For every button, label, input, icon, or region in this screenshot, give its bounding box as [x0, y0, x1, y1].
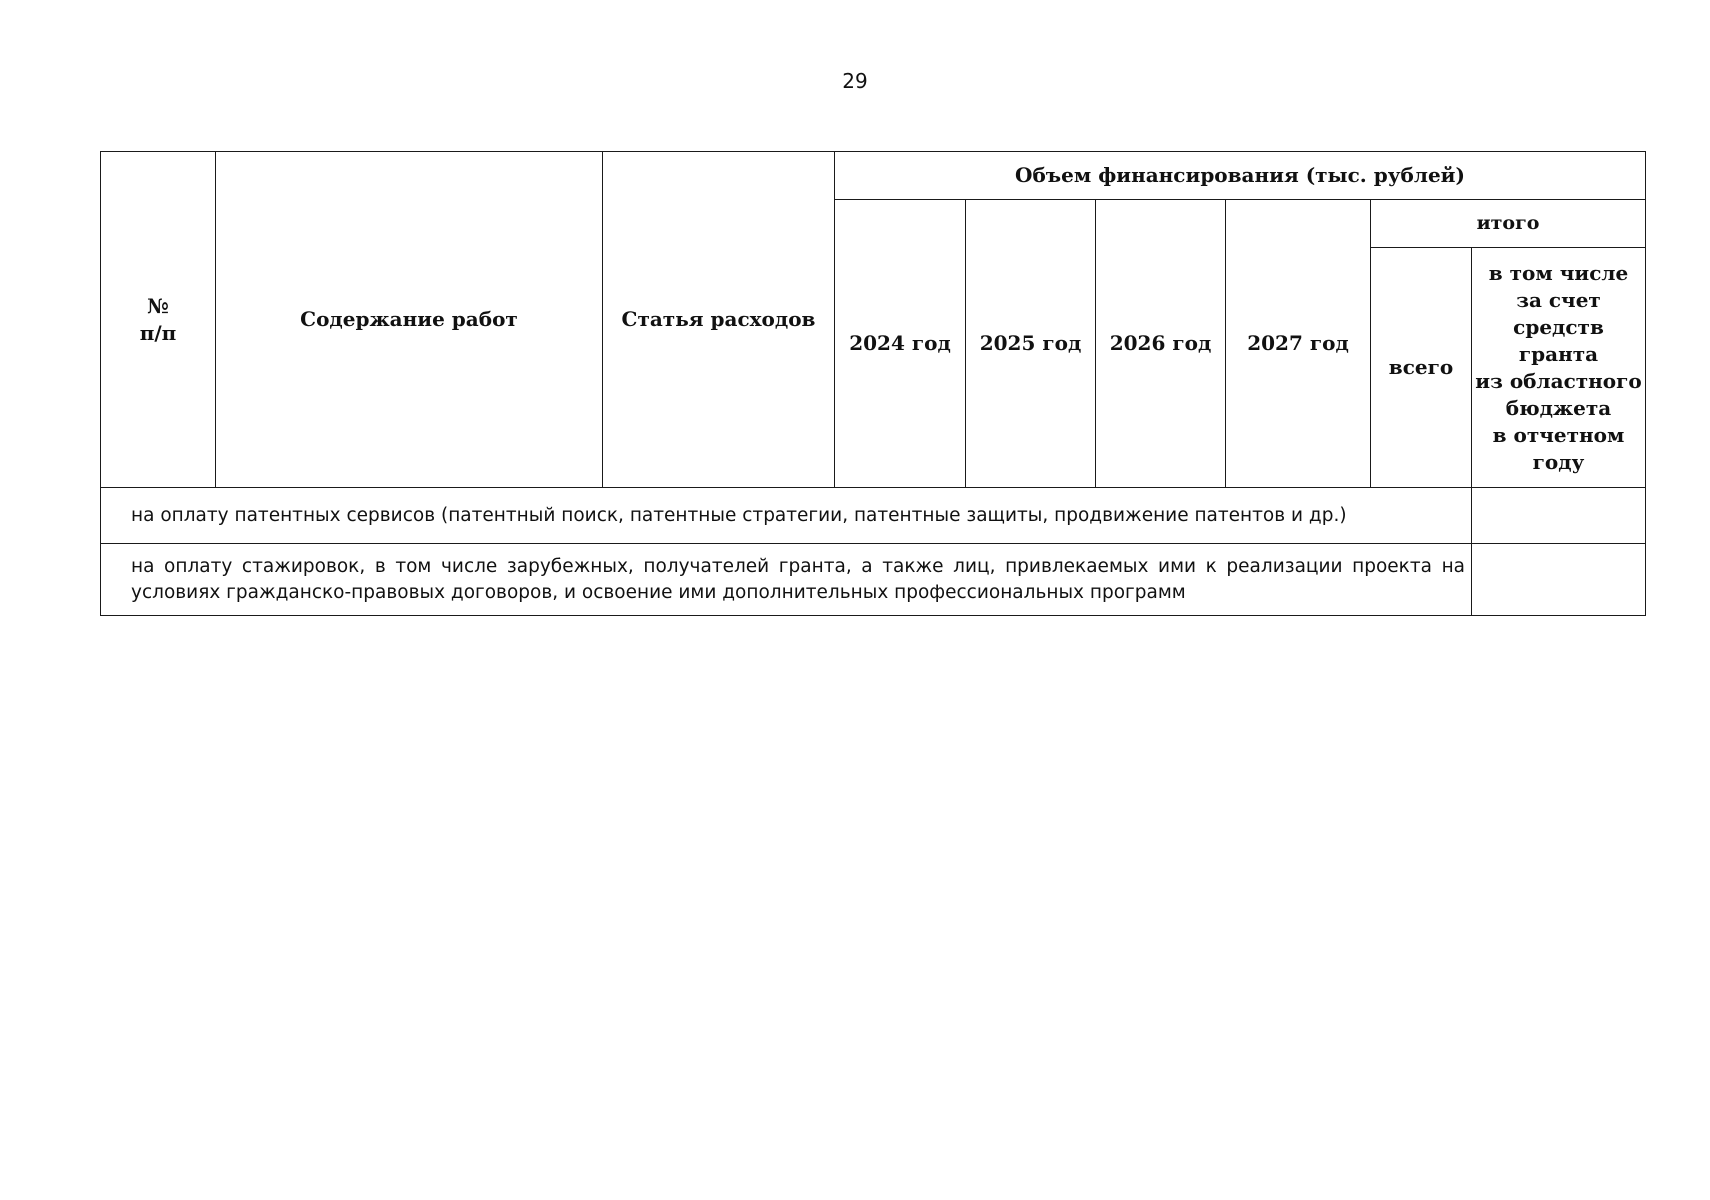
header-total-grant: [1472, 248, 1646, 488]
header-year-2025: 2025 год: [966, 200, 1096, 488]
header-total-grant-label: в том числе за счет средств гранта из областного бюджета в отчетном году: [1475, 260, 1642, 474]
row-internships: на оплату стажировок, в том числе зарубежных, получателей гранта, а также лиц, привлекаемых ими к реализации проекта на условиях гражданско-правовых договоров, и освоение ими дополнительных профессиональных программ: [101, 544, 1472, 616]
header-year-2027: 2027 год: [1226, 200, 1371, 488]
header-total-all: всего: [1371, 248, 1472, 488]
header-content: Содержание работ: [216, 152, 603, 488]
header-number: [101, 152, 216, 488]
header-number-label: № п/п: [139, 293, 177, 345]
header-expense-item: Статья расходов: [603, 152, 835, 488]
header-year-2024: 2024 год: [835, 200, 966, 488]
financing-table: [100, 151, 1646, 616]
header-year-2026: 2026 год: [1096, 200, 1226, 488]
row-internships-value: [1472, 544, 1646, 616]
header-funding-volume: Объем финансирования (тыс. рублей): [835, 152, 1646, 200]
row-patent-services-value: [1472, 488, 1646, 544]
row-patent-services: на оплату патентных сервисов (патентный поиск, патентные стратегии, патентные защиты, продвижение патентов и др.): [101, 488, 1472, 544]
header-total-group: итого: [1371, 200, 1646, 248]
page-number: 29: [842, 69, 868, 93]
